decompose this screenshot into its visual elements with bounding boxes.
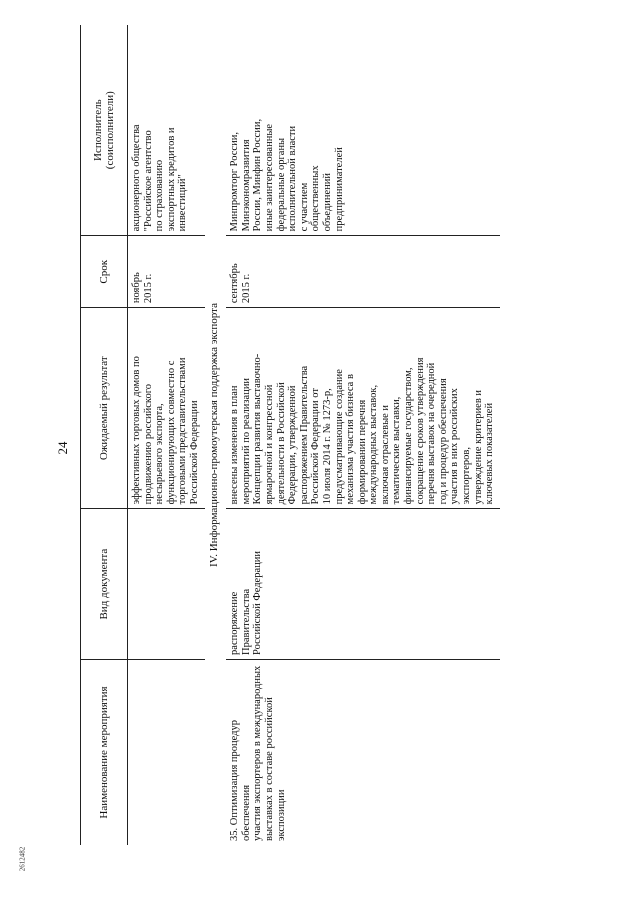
cell-name [128,659,205,845]
document-id: 2612482 [18,846,27,872]
header-expected-result: Ожидаемый результат [81,308,128,509]
header-executor: Исполнитель (соисполнители) [81,25,128,236]
table-header-row [81,25,128,845]
page-number: 24 [55,441,70,455]
header-document-type: Вид документа [81,509,128,660]
cell-result: эффективных торговых домов по продвижению российского несырьевого экспорта, функционирующих совместно с торговыми представительствами Российской Федерации [128,308,205,509]
table-row [128,25,205,845]
measures-table [80,25,500,845]
cell-term: ноябрь 2015 г. [128,236,205,308]
section-title: IV. Информационно-промоутерская поддержка экспорта [207,303,220,567]
cell-executor: Минпромторг России, Минэкономразвития России, Минфин России, иные заинтересованные федеральные органы исполнительной власти с участием общественных объединений предпринимателей [226,25,500,236]
cell-term: сентябрь 2015 г. [226,236,500,308]
cell-doc-type [128,509,205,660]
section-row [205,25,227,845]
cell-executor: акционерного общества "Российское агентство по страхованию экспортных кредитов и инвестиций" [128,25,205,236]
rotated-table-area [80,25,630,845]
cell-name: 35. Оптимизация процедур обеспечения участия экспортеров в международных выставках в составе российской экспозиции [229,665,287,841]
header-term: Срок [81,236,128,308]
cell-doc-type: распоряжение Правительства Российской Федерации [226,509,500,660]
cell-result: внесены изменения в план мероприятий по реализации Концепции развития выставочно- ярмарочной и конгрессной деятельности в Российской Федерации, утвержденной распоряжением Правительства Российской Федерации от 10 июля 2014 г. № 1273-р, предусматривающие создание механизма участия бизнеса в формировании перечня международных выставок, включая отраслевые и тематические выставки, финансируемые государством, сокращение сроков утверждения перечня выставок на очередной год и процедур обеспечения участия в них российских экспортеров, утверждение критериев и ключевых показателей [226,308,500,509]
table-row [226,25,500,845]
header-measure-name: Наименование мероприятия [81,659,128,845]
